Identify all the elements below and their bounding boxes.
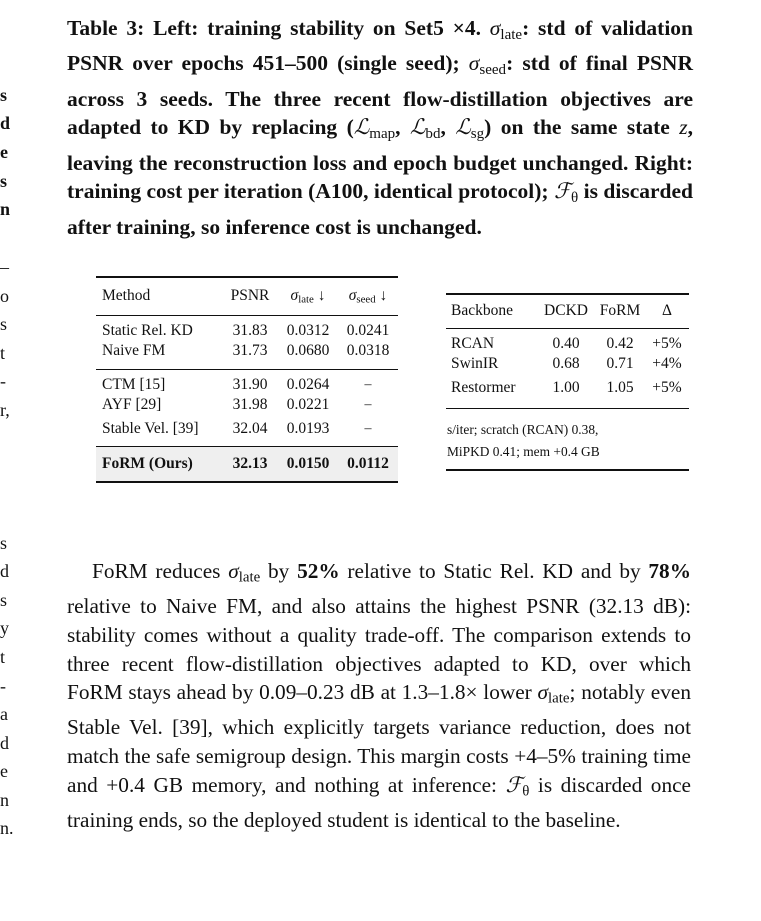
table-header-row — [96, 277, 398, 315]
table-row: CTM [15] 31.90 0.0264 – — [102, 375, 372, 393]
table-row: Naive FM 31.73 0.0680 0.0318 — [102, 342, 390, 360]
table-row-ours: FoRM (Ours) 32.13 0.0150 0.0112 — [96, 447, 398, 482]
stability-table — [96, 276, 398, 483]
header-psnr: PSNR — [230, 287, 270, 305]
left-column-fragment-bottom: s d s y t - a d e n n. — [0, 533, 14, 838]
bold-52: 52% — [297, 559, 340, 583]
table-row: Stable Vel. [39] 32.04 0.0193 – — [102, 419, 372, 437]
header-backbone: Backbone — [451, 302, 513, 320]
table-row: AYF [29] 31.98 0.0221 – — [102, 396, 372, 414]
header-sigma-late: $\sigma_{late}$ ↓ — [290, 286, 326, 306]
table-header-row — [446, 294, 689, 328]
header-delta: Δ — [662, 302, 672, 320]
table-row: Restormer 1.00 1.05 +5% — [451, 378, 682, 396]
table-row: Static Rel. KD 31.83 0.0312 0.0241 — [102, 321, 390, 339]
header-dckd: DCKD — [544, 302, 588, 320]
header-method: Method — [102, 287, 151, 305]
bold-78: 78% — [648, 559, 691, 583]
cost-table — [446, 293, 689, 471]
table-row: SwinIR 0.68 0.71 +4% — [451, 355, 682, 373]
header-sigma-seed: $\sigma_{seed}$ ↓ — [348, 286, 388, 306]
header-form: FoRM — [599, 302, 641, 320]
left-column-fragment-top: s d e s n — [0, 85, 11, 219]
table-caption: Table 3: Left: training stability on Set5 ×4. $\sigma_{late}$: std of validation PSNR over epochs 451–500 (single seed); $\sigma_{seed}$: std of final PSNR across 3 seeds. The three recent flow-distillation objectives are adapted to KD by replacing (ℒ$_{map}$, ℒ$_{bd}$, ℒ$_{sg}$) on the same state z, leaving the reconstruction loss and epoch budget unchanged. Right: training cost per iteration (A100, identical protocol); ℱ$_\theta$ is discarded after training, so inference cost is unchanged. — [67, 16, 694, 239]
body-paragraph: FoRM reduces $\sigma_{late}$ by 52% relative to Static Rel. KD and by 78% relative to Naive FM, and also attains the highest PSNR (32.13 dB): stability comes without a quality trade-off. The comparison extends to three recent flow-distillation objectives adapted to KD, over which FoRM stays ahead by 0.09–0.23 dB at 1.3–1.8× lower $\sigma_{late}$; notably even Stable Vel. [39], which explicitly targets variance reduction, does not match the safe semigroup design. This margin costs +4–5% training time and +0.4 GB memory, and nothing at inference: ℱ$_\theta$ is discarded once training ends, so the deployed student is identical to the baseline. — [67, 559, 692, 832]
left-column-fragment-mid: – o s t - r, — [0, 257, 10, 420]
caption-label: Table 3: — [67, 16, 145, 40]
table-row: RCAN 0.40 0.42 +5% — [451, 334, 682, 352]
cost-table-note: s/iter; scratch (RCAN) 0.38, MiPKD 0.41; mem +0.4 GB — [446, 408, 689, 471]
